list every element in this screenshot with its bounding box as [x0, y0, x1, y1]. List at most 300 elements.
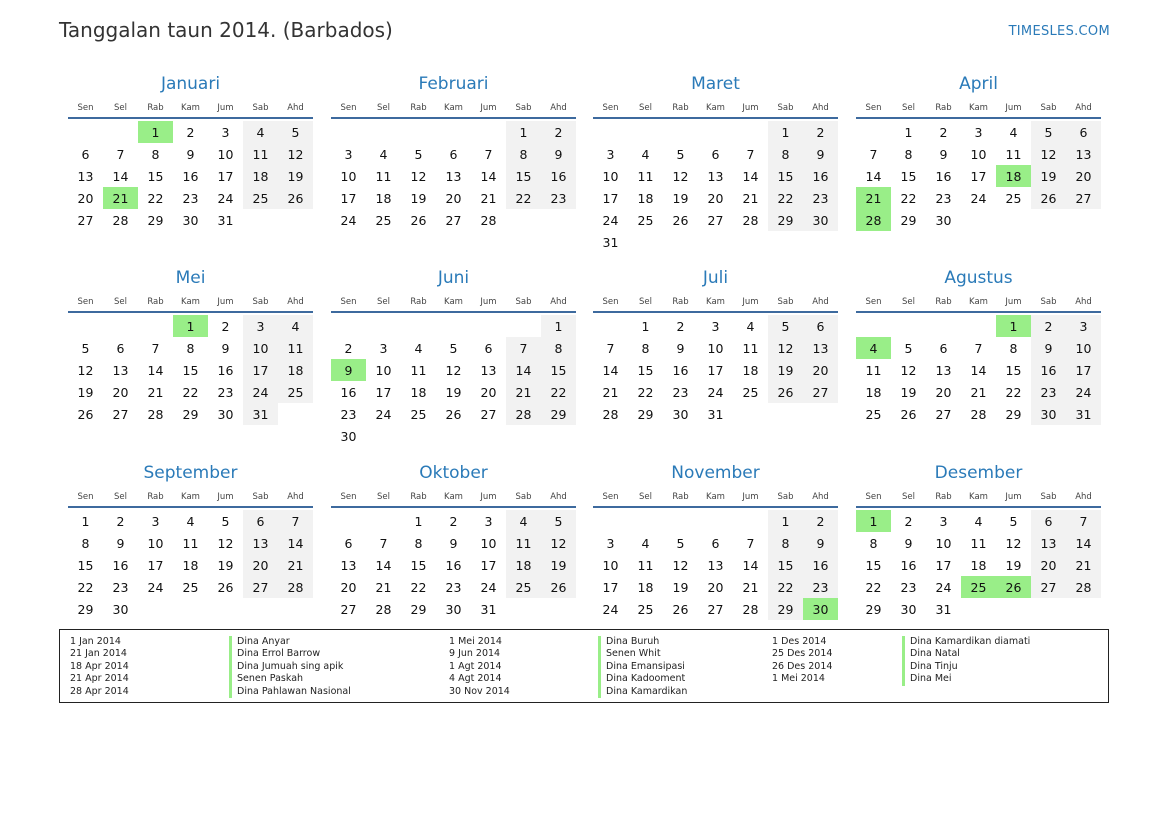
day-cell: 12	[1005, 535, 1022, 551]
day-cell: 29	[637, 406, 654, 422]
day-cell: 21	[375, 579, 392, 595]
day-cell: 2	[939, 124, 948, 140]
day-cell: 13	[935, 362, 952, 378]
day-cell: 3	[151, 513, 160, 529]
day-cell: 16	[900, 557, 917, 573]
legend-names-col-3	[902, 636, 1030, 686]
day-cell: 21	[742, 190, 759, 206]
day-cell: 2	[803, 121, 838, 143]
weekday-label: Sen	[340, 103, 357, 113]
day-cell: 19	[672, 190, 689, 206]
day-cell: 3	[484, 513, 493, 529]
day-cell: 6	[1031, 510, 1066, 532]
day-cell: 25	[865, 406, 882, 422]
day-cell: 18	[865, 384, 882, 400]
legend-holiday-name: Dina Jumuah sing apik	[229, 661, 351, 673]
day-cell: 7	[379, 535, 388, 551]
day-cell: 20	[707, 579, 724, 595]
day-cell: 6	[484, 340, 493, 356]
weekday-label: Sab	[1040, 297, 1057, 307]
day-cell: 6	[939, 340, 948, 356]
day-cell: 30	[112, 601, 129, 617]
month-november	[593, 461, 838, 620]
day-cell: 19	[445, 384, 462, 400]
day-cell: 12	[77, 362, 94, 378]
day-cell: 21	[278, 554, 313, 576]
day-grid	[68, 510, 313, 620]
weekday-label: Kam	[706, 103, 725, 113]
day-cell: 6	[711, 535, 720, 551]
day-cell: 9	[904, 535, 913, 551]
day-cell: 1	[641, 318, 650, 334]
holiday-day-cell: 30	[803, 598, 838, 620]
day-cell: 16	[217, 362, 234, 378]
day-cell: 5	[676, 535, 685, 551]
day-cell: 20	[803, 359, 838, 381]
day-cell: 26	[541, 576, 576, 598]
legend-holiday-date: 21 Apr 2014	[70, 673, 129, 685]
empty-cell	[331, 315, 366, 337]
day-grid	[331, 510, 576, 620]
day-cell: 4	[974, 513, 983, 529]
holiday-day-cell: 1	[173, 315, 208, 337]
day-cell: 4	[641, 146, 650, 162]
empty-cell	[68, 315, 103, 337]
day-cell: 19	[672, 579, 689, 595]
day-cell: 23	[935, 190, 952, 206]
day-cell: 9	[116, 535, 125, 551]
weekday-label: Rab	[672, 103, 689, 113]
day-cell: 30	[900, 601, 917, 617]
month-name: Februari	[418, 74, 489, 94]
weekday-header	[331, 96, 576, 113]
day-cell: 5	[768, 315, 803, 337]
day-cell: 27	[112, 406, 129, 422]
day-cell: 29	[1005, 406, 1022, 422]
weekday-header	[331, 290, 576, 307]
empty-cell	[891, 315, 926, 337]
empty-cell	[436, 315, 471, 337]
day-cell: 8	[151, 146, 160, 162]
day-cell: 13	[112, 362, 129, 378]
weekday-label: Kam	[444, 297, 463, 307]
weekday-label: Sab	[515, 297, 532, 307]
weekday-label: Sel	[114, 103, 127, 113]
weekday-label: Sab	[252, 103, 269, 113]
day-cell: 23	[541, 187, 576, 209]
weekday-label: Sel	[639, 492, 652, 502]
weekday-label: Rab	[935, 103, 952, 113]
day-cell: 7	[606, 340, 615, 356]
weekday-label: Sel	[114, 492, 127, 502]
month-februari	[331, 72, 576, 231]
day-cell: 23	[445, 579, 462, 595]
header-rule	[593, 311, 838, 313]
weekday-label: Kam	[969, 492, 988, 502]
weekday-label: Rab	[672, 297, 689, 307]
day-cell: 17	[217, 168, 234, 184]
weekday-label: Sab	[515, 492, 532, 502]
legend-holiday-name: Dina Errol Barrow	[229, 648, 351, 660]
weekday-label: Ahd	[550, 492, 567, 502]
day-cell: 9	[803, 532, 838, 554]
day-cell: 28	[970, 406, 987, 422]
weekday-label: Sab	[777, 492, 794, 502]
legend-holiday-name: Dina Natal	[902, 648, 1030, 660]
day-cell: 19	[217, 557, 234, 573]
day-cell: 23	[803, 576, 838, 598]
month-januari	[68, 72, 313, 231]
day-cell: 17	[340, 190, 357, 206]
day-cell: 27	[340, 601, 357, 617]
day-cell: 26	[1031, 187, 1066, 209]
legend-holiday-date: 1 Mei 2014	[449, 636, 502, 647]
day-cell: 23	[340, 406, 357, 422]
weekday-label: Sel	[377, 103, 390, 113]
month-maret	[593, 72, 838, 253]
day-cell: 30	[803, 209, 838, 231]
weekday-label: Sab	[252, 492, 269, 502]
month-name: November	[671, 463, 760, 483]
day-grid	[593, 121, 838, 253]
day-cell: 16	[541, 165, 576, 187]
day-cell: 27	[1031, 576, 1066, 598]
day-cell: 15	[1005, 362, 1022, 378]
day-cell: 12	[768, 337, 803, 359]
day-cell: 24	[243, 381, 278, 403]
day-cell: 30	[672, 406, 689, 422]
day-cell: 10	[602, 168, 619, 184]
empty-cell	[628, 510, 663, 532]
day-cell: 29	[147, 212, 164, 228]
day-cell: 6	[81, 146, 90, 162]
day-cell: 24	[602, 212, 619, 228]
weekday-label: Jum	[217, 103, 234, 113]
day-cell: 19	[410, 190, 427, 206]
legend-names-col-2	[598, 636, 687, 698]
weekday-label: Sab	[1040, 103, 1057, 113]
weekday-label: Sel	[639, 103, 652, 113]
weekday-header	[593, 96, 838, 113]
header-rule	[331, 117, 576, 119]
weekday-header	[856, 96, 1101, 113]
empty-cell	[698, 121, 733, 143]
day-cell: 27	[707, 601, 724, 617]
day-cell: 29	[865, 601, 882, 617]
weekday-label: Sen	[77, 492, 94, 502]
day-cell: 26	[768, 381, 803, 403]
weekday-label: Sab	[777, 103, 794, 113]
day-cell: 18	[375, 190, 392, 206]
day-cell: 25	[375, 212, 392, 228]
day-cell: 28	[147, 406, 164, 422]
weekday-label: Sen	[865, 297, 882, 307]
empty-cell	[331, 510, 366, 532]
weekday-label: Sab	[777, 297, 794, 307]
weekday-label: Kam	[969, 297, 988, 307]
day-cell: 19	[768, 359, 803, 381]
day-cell: 10	[935, 535, 952, 551]
day-cell: 6	[344, 535, 353, 551]
legend-holiday-date: 4 Agt 2014	[449, 673, 502, 685]
legend-holiday-date: 1 Des 2014	[772, 636, 827, 647]
day-cell: 10	[1066, 337, 1101, 359]
day-cell: 28	[375, 601, 392, 617]
day-cell: 2	[1031, 315, 1066, 337]
day-cell: 22	[147, 190, 164, 206]
day-cell: 26	[445, 406, 462, 422]
day-cell: 4	[641, 535, 650, 551]
weekday-label: Rab	[410, 297, 427, 307]
day-cell: 19	[541, 554, 576, 576]
weekday-label: Jum	[480, 492, 497, 502]
legend-dates-col-2	[449, 636, 510, 698]
empty-cell	[506, 315, 541, 337]
weekday-label: Ahd	[1075, 103, 1092, 113]
day-cell: 20	[243, 554, 278, 576]
month-name: Agustus	[944, 268, 1013, 288]
empty-cell	[471, 121, 506, 143]
day-cell: 14	[375, 557, 392, 573]
day-cell: 4	[186, 513, 195, 529]
weekday-label: Sel	[902, 492, 915, 502]
weekday-label: Jum	[1005, 297, 1022, 307]
weekday-label: Sen	[340, 492, 357, 502]
day-cell: 5	[278, 121, 313, 143]
day-cell: 7	[746, 146, 755, 162]
weekday-label: Sel	[377, 297, 390, 307]
day-cell: 3	[221, 124, 230, 140]
day-cell: 15	[182, 362, 199, 378]
day-cell: 19	[278, 165, 313, 187]
day-grid	[593, 510, 838, 620]
weekday-label: Rab	[410, 492, 427, 502]
day-cell: 25	[637, 212, 654, 228]
day-cell: 6	[711, 146, 720, 162]
day-cell: 10	[375, 362, 392, 378]
holiday-day-cell: 9	[331, 359, 366, 381]
day-cell: 29	[77, 601, 94, 617]
day-cell: 5	[221, 513, 230, 529]
day-cell: 22	[768, 187, 803, 209]
holiday-day-cell: 21	[856, 187, 891, 209]
month-name: Januari	[160, 74, 221, 94]
day-cell: 7	[869, 146, 878, 162]
day-cell: 21	[970, 384, 987, 400]
holiday-day-cell: 18	[996, 165, 1031, 187]
day-cell: 25	[506, 576, 541, 598]
legend-holiday-name: Dina Pahlawan Nasional	[229, 686, 351, 698]
weekday-label: Sab	[515, 103, 532, 113]
day-cell: 17	[602, 190, 619, 206]
day-cell: 9	[803, 143, 838, 165]
day-cell: 5	[904, 340, 913, 356]
day-cell: 21	[506, 381, 541, 403]
month-name: September	[143, 463, 238, 483]
day-cell: 12	[672, 168, 689, 184]
day-cell: 2	[221, 318, 230, 334]
day-cell: 7	[974, 340, 983, 356]
day-cell: 12	[1031, 143, 1066, 165]
day-cell: 22	[77, 579, 94, 595]
day-cell: 8	[506, 143, 541, 165]
month-name: Maret	[691, 74, 740, 94]
day-cell: 11	[637, 557, 654, 573]
day-cell: 16	[672, 362, 689, 378]
day-cell: 9	[186, 146, 195, 162]
day-cell: 17	[707, 362, 724, 378]
day-cell: 5	[676, 146, 685, 162]
day-grid	[331, 121, 576, 231]
month-april	[856, 72, 1101, 231]
day-cell: 10	[340, 168, 357, 184]
holiday-day-cell: 1	[856, 510, 891, 532]
day-cell: 25	[243, 187, 278, 209]
day-cell: 26	[672, 212, 689, 228]
empty-cell	[331, 121, 366, 143]
weekday-header	[68, 485, 313, 502]
weekday-label: Jum	[742, 297, 759, 307]
day-cell: 4	[746, 318, 755, 334]
legend-holiday-date: 1 Jan 2014	[70, 636, 121, 647]
empty-cell	[138, 315, 173, 337]
weekday-label: Sab	[1040, 492, 1057, 502]
weekday-label: Sel	[902, 103, 915, 113]
day-cell: 22	[637, 384, 654, 400]
day-cell: 27	[480, 406, 497, 422]
weekday-label: Rab	[935, 492, 952, 502]
day-cell: 11	[742, 340, 759, 356]
day-cell: 13	[1031, 532, 1066, 554]
day-cell: 21	[480, 190, 497, 206]
weekday-label: Ahd	[550, 297, 567, 307]
day-cell: 22	[1005, 384, 1022, 400]
header-rule	[331, 506, 576, 508]
day-cell: 1	[414, 513, 423, 529]
weekday-label: Sen	[865, 103, 882, 113]
day-cell: 2	[449, 513, 458, 529]
header-rule	[856, 117, 1101, 119]
weekday-label: Kam	[181, 492, 200, 502]
holiday-day-cell: 25	[961, 576, 996, 598]
day-cell: 29	[182, 406, 199, 422]
weekday-label: Kam	[706, 297, 725, 307]
legend-holiday-date: 1 Agt 2014	[449, 660, 502, 672]
day-cell: 5	[81, 340, 90, 356]
day-cell: 15	[506, 165, 541, 187]
legend-holiday-date: 18 Apr 2014	[70, 660, 129, 672]
day-cell: 23	[803, 187, 838, 209]
empty-cell	[366, 315, 401, 337]
day-cell: 9	[939, 146, 948, 162]
day-cell: 15	[900, 168, 917, 184]
holiday-day-cell: 1	[996, 315, 1031, 337]
day-cell: 28	[602, 406, 619, 422]
day-cell: 12	[278, 143, 313, 165]
day-cell: 25	[742, 384, 759, 400]
day-cell: 29	[410, 601, 427, 617]
day-cell: 8	[81, 535, 90, 551]
weekday-label: Kam	[444, 103, 463, 113]
legend-dates-col-1	[70, 636, 129, 698]
day-cell: 26	[77, 406, 94, 422]
day-cell: 11	[506, 532, 541, 554]
day-cell: 3	[344, 146, 353, 162]
day-cell: 12	[445, 362, 462, 378]
day-cell: 18	[182, 557, 199, 573]
day-cell: 22	[865, 579, 882, 595]
weekday-label: Ahd	[287, 103, 304, 113]
weekday-label: Rab	[147, 103, 164, 113]
weekday-label: Sen	[77, 297, 94, 307]
day-cell: 8	[414, 535, 423, 551]
day-cell: 7	[116, 146, 125, 162]
weekday-label: Sel	[114, 297, 127, 307]
weekday-label: Jum	[217, 492, 234, 502]
day-cell: 8	[541, 337, 576, 359]
day-cell: 16	[1031, 359, 1066, 381]
day-cell: 3	[606, 146, 615, 162]
day-cell: 22	[768, 576, 803, 598]
empty-cell	[366, 121, 401, 143]
day-cell: 24	[707, 384, 724, 400]
weekday-label: Jum	[480, 297, 497, 307]
day-cell: 10	[480, 535, 497, 551]
day-cell: 19	[1031, 165, 1066, 187]
day-cell: 31	[935, 601, 952, 617]
weekday-label: Kam	[444, 492, 463, 502]
weekday-header	[68, 96, 313, 113]
weekday-label: Sen	[77, 103, 94, 113]
brand-link[interactable]: TIMESLES.COM	[1008, 24, 1110, 39]
legend-dates-col-3	[772, 636, 832, 686]
header-rule	[68, 311, 313, 313]
day-cell: 28	[742, 212, 759, 228]
weekday-label: Sen	[602, 297, 619, 307]
day-cell: 27	[77, 212, 94, 228]
day-cell: 25	[410, 406, 427, 422]
day-cell: 13	[1066, 143, 1101, 165]
weekday-label: Kam	[969, 103, 988, 113]
day-cell: 14	[742, 557, 759, 573]
month-desember	[856, 461, 1101, 620]
day-cell: 16	[340, 384, 357, 400]
weekday-label: Sab	[252, 297, 269, 307]
legend-holiday-name: Dina Kamardikan	[598, 686, 687, 698]
holiday-day-cell: 4	[856, 337, 891, 359]
day-cell: 17	[243, 359, 278, 381]
day-cell: 8	[1009, 340, 1018, 356]
day-cell: 8	[869, 535, 878, 551]
legend-holiday-name: Dina Buruh	[598, 636, 687, 648]
day-cell: 24	[1066, 381, 1101, 403]
header-rule	[856, 311, 1101, 313]
header-rule	[68, 506, 313, 508]
weekday-label: Ahd	[812, 297, 829, 307]
empty-cell	[593, 121, 628, 143]
day-cell: 20	[340, 579, 357, 595]
weekday-label: Rab	[672, 492, 689, 502]
holiday-day-cell: 28	[856, 209, 891, 231]
day-cell: 8	[904, 146, 913, 162]
day-cell: 28	[742, 601, 759, 617]
day-cell: 29	[900, 212, 917, 228]
day-cell: 28	[278, 576, 313, 598]
day-grid	[68, 121, 313, 231]
weekday-label: Kam	[706, 492, 725, 502]
legend-holiday-date: 30 Nov 2014	[449, 685, 510, 697]
day-cell: 3	[1066, 315, 1101, 337]
